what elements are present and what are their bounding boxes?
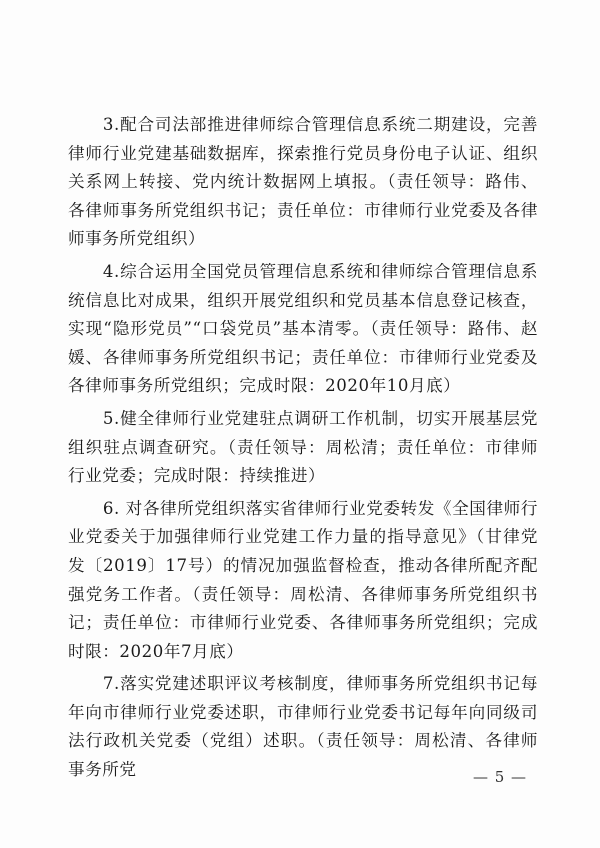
paragraph-item-7: 7.落实党建述职评议考核制度，律师事务所党组织书记每年向市律师行业党委述职，市律师行业党委书记每年向同级司法行政机关党委（党组）述职。（责任领导：周松清、各律师事务所党 <box>68 674 538 780</box>
paragraph-item-4: 4.综合运用全国党员管理信息系统和律师综合管理信息系统信息比对成果，组织开展党组织和党员基本信息登记核查，实现“隐形党员”“口袋党员”基本清零。（责任领导：路伟、赵媛、各律师事务所党组织书记；责任单位：市律师行业党委及各律师事务所党组织；完成时限：2020年10月底） <box>68 261 538 396</box>
page-number: — 5 — <box>472 768 528 786</box>
document-body <box>68 111 538 789</box>
paragraph-item-3: 3.配合司法部推进律师综合管理信息系统二期建设，完善律师行业党建基础数据库，探索推行党员身份电子认证、组织关系网上转接、党内统计数据网上填报。（责任领导：路伟、各律师事务所党组织书记；责任单位：市律师行业党委及各律师事务所党组织） <box>68 115 538 249</box>
paragraph-item-5: 5.健全律师行业党建驻点调研工作机制，切实开展基层党组织驻点调查研究。（责任领导：周松清；责任单位：市律师行业党委；完成时限：持续推进） <box>68 408 538 486</box>
paragraph-item-6: 6. 对各律所党组织落实省律师行业党委转发《全国律师行业党委关于加强律师行业党建工作力量的指导意见》（甘律党发〔2019〕17号）的情况加强监督检查，推动各律所配齐配强党务工作者。（责任领导：周松清、各律师事务所党组织书记；责任单位：市律师行业党委、各律师事务所党组织；完成时限：2020年7月底） <box>68 498 538 661</box>
